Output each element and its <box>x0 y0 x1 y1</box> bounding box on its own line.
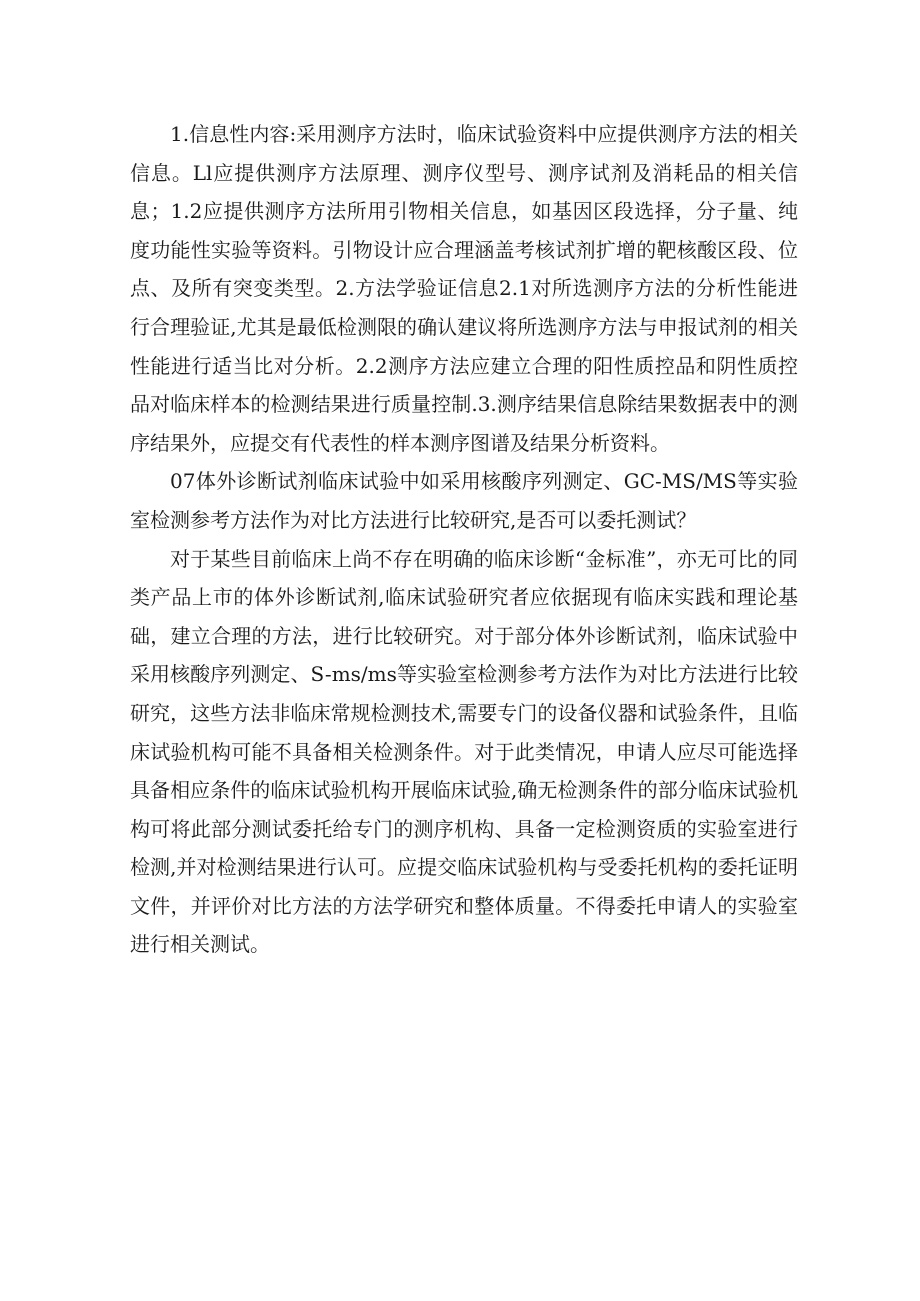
paragraph-question-07: 07体外诊断试剂临床试验中如采用核酸序列测定、GC-MS/MS等实验室检测参考方法作为对比方法进行比较研究,是否可以委托测试？ <box>130 469 798 532</box>
paragraph-sequencing-info: 1.信息性内容:采用测序方法时，临床试验资料中应提供测序方法的相关信息。Ll应提供测序方法原理、测序仪型号、测序试剂及消耗品的相关信息；1.2应提供测序方法所用引物相关信息，如基因区段选择，分子量、纯度功能性实验等资料。引物设计应合理涵盖考核试剂扩增的靶核酸区段、位点、及所有突变类型。2.方法学验证信息2.1对所选测序方法的分析性能进行合理验证,尤其是最低检测限的确认建议将所选测序方法与申报试剂的相关性能进行适当比对分析。2.2测序方法应建立合理的阳性质控品和阴性质控品对临床样本的检测结果进行质量控制.3.测序结果信息除结果数据表中的测序结果外，应提交有代表性的样本测序图谱及结果分析资料。 <box>130 122 798 455</box>
paragraph-answer: 对于某些目前临床上尚不存在明确的临床诊断“金标准”，亦无可比的同类产品上市的体外诊断试剂,临床试验研究者应依据现有临床实践和理论基础，建立合理的方法，进行比较研究。对于部分体外诊断试剂，临床试验中采用核酸序列测定、S-ms/ms等实验室检测参考方法作为对比方法进行比较研究，这些方法非临床常规检测技术,需要专门的设备仪器和试验条件，且临床试验机构可能不具备相关检测条件。对于此类情况，申请人应尽可能选择具备相应条件的临床试验机构开展临床试验,确无检测条件的部分临床试验机构可将此部分测试委托给专门的测序机构、具备一定检测资质的实验室进行检测,并对检测结果进行认可。应提交临床试验机构与受委托机构的委托证明文件，并评价对比方法的方法学研究和整体质量。不得委托申请人的实验室进行相关测试。 <box>130 546 798 957</box>
document-body <box>130 115 798 964</box>
